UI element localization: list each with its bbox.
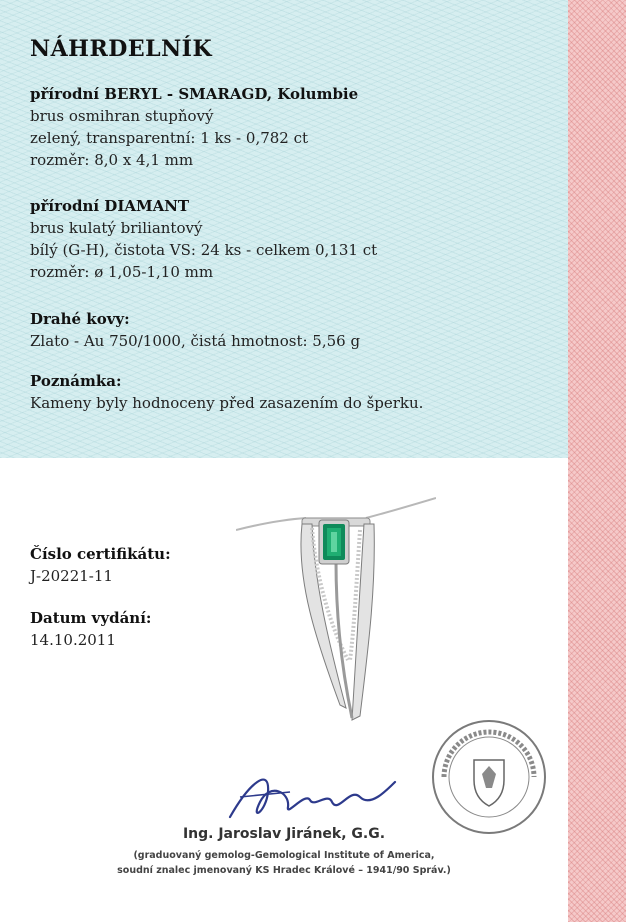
official-stamp: [430, 718, 548, 836]
section-heading: Poznámka:: [30, 372, 122, 390]
section-heading: Drahé kovy:: [30, 310, 130, 328]
signer-credentials-line2: soudní znalec jmenovaný KS Hradec Králové – 1941/90 Správ.): [117, 865, 451, 876]
pendant-image: [236, 490, 436, 740]
document-title: NÁHRDELNÍK: [30, 36, 213, 62]
section-diamond: [30, 195, 377, 283]
section-line: brus kulatý briliantový: [30, 219, 203, 237]
section-beryl: [30, 83, 358, 171]
section-metals: [30, 308, 360, 352]
section-line: zelený, transparentní: 1 ks - 0,782 ct: [30, 129, 309, 147]
certificate-number: [30, 543, 171, 587]
issue-date-value: 14.10.2011: [30, 631, 116, 649]
section-line: bílý (G-H), čistota VS: 24 ks - celkem 0,131 ct: [30, 241, 378, 259]
signer-credentials-line1: (graduovaný gemolog-Gemological Institute of America,: [133, 850, 435, 861]
signature: [210, 762, 400, 832]
section-line: rozměr: 8,0 x 4,1 mm: [30, 151, 194, 169]
certificate-number-value: J-20221-11: [30, 567, 113, 585]
section-heading: přírodní BERYL - SMARAGD, Kolumbie: [30, 85, 359, 103]
section-heading: přírodní DIAMANT: [30, 197, 190, 215]
issue-date-label: Datum vydání:: [30, 609, 152, 627]
section-line: Kameny byly hodnoceny před zasazením do šperku.: [30, 394, 424, 412]
section-note: [30, 370, 423, 414]
section-line: brus osmihran stupňový: [30, 107, 214, 125]
section-line: Zlato - Au 750/1000, čistá hmotnost: 5,56 g: [30, 332, 361, 350]
issue-date: [30, 607, 151, 651]
certificate-number-label: Číslo certifikátu:: [30, 545, 171, 563]
decorative-strip: [568, 0, 626, 922]
signer-name: Ing. Jaroslav Jiránek, G.G.: [182, 826, 386, 842]
section-line: rozměr: ø 1,05-1,10 mm: [30, 263, 214, 281]
